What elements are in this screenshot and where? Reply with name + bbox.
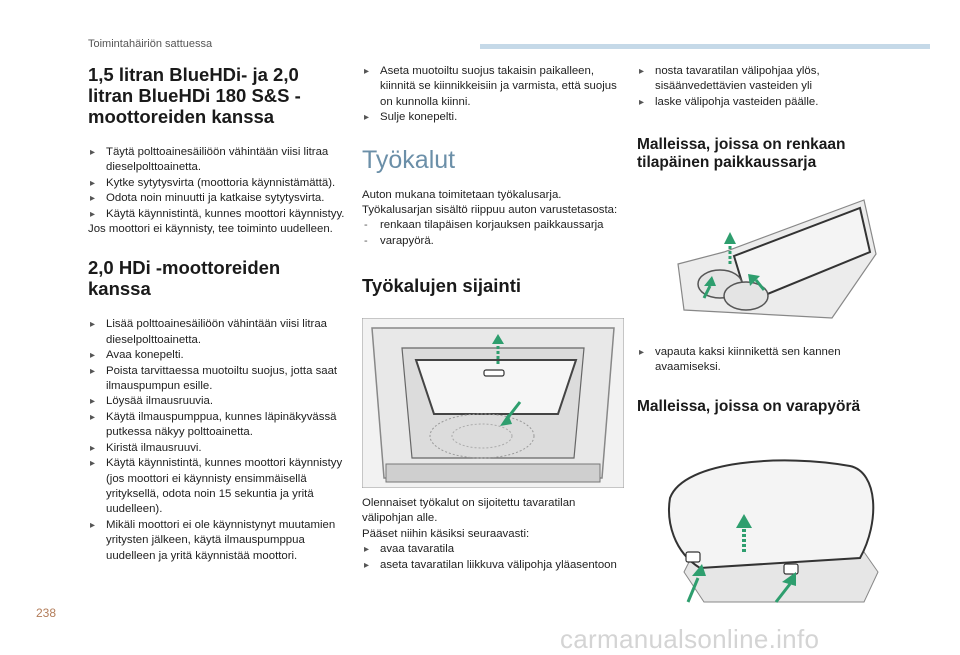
steps-kit [637, 345, 887, 376]
steps-bluehdi [88, 145, 346, 222]
list-item: ▸ vapauta kaksi kiinnikettä sen kannen avaamiseksi. [637, 345, 887, 376]
spare-wheel-illustration [664, 452, 886, 610]
list-item: ▸ Odota noin minuutti ja katkaise sytytysvirta. [88, 191, 346, 206]
list-item: ▸ Löysää ilmausruuvia. [88, 394, 346, 409]
heading-tools: Työkalut [362, 145, 456, 174]
list-item: - renkaan tilapäisen korjauksen paikkaussarja [362, 218, 624, 233]
tools-contents [362, 218, 624, 249]
watermark: carmanualsonline.info [560, 624, 820, 654]
list-item: ▸ Lisää polttoainesäiliöön vähintään viisi litraa dieselpolttoainetta. [88, 317, 346, 348]
list-item: ▸ aseta tavaratilan liikkuva välipohja yläasentoon [362, 558, 624, 573]
list-item: ▸ avaa tavaratila [362, 542, 624, 557]
steps-hdi [88, 317, 346, 564]
heading-bluehdi: 1,5 litran BlueHDi- ja 2,0 litran BlueHDi 180 S&S -moottoreiden kanssa [88, 64, 301, 127]
list-item: ▸ Poista tarvittaessa muotoiltu suojus, jotta saat ilmauspumpun esille. [88, 364, 346, 395]
list-item: ▸ laske välipohja vasteiden päälle. [637, 95, 887, 110]
column-2 [362, 64, 624, 296]
tools-location-text: Olennaiset työkalut on sijoitettu tavaratilan välipohjan alle. [362, 497, 576, 525]
list-item: ▸ Sulje konepelti. [362, 110, 624, 125]
repair-kit-illustration [664, 194, 884, 328]
list-item: ▸ Kiristä ilmausruuvi. [88, 441, 346, 456]
access-text: Pääset niihin käsiksi seuraavasti: [362, 527, 530, 540]
list-item: ▸ Täytä polttoainesäiliöön vähintään viisi litraa dieselpolttoainetta. [88, 145, 346, 176]
list-item: ▸ Käytä käynnistintä, kunnes moottori käynnistyy. [88, 207, 346, 222]
list-item: ▸ Käytä käynnistintä, kunnes moottori käynnistyy (jos moottori ei käynnisty ensimmäisellä yrityksellä, odota noin 15 sekuntia ja yritä uudelleen). [88, 456, 346, 518]
section-header: Toimintahäiriön sattuessa [88, 38, 213, 50]
list-item: ▸ Avaa konepelti. [88, 348, 346, 363]
column-1 [88, 64, 346, 564]
steps-cover [362, 64, 624, 126]
heading-hdi: 2,0 HDi -moottoreiden kanssa [88, 257, 281, 300]
up-arrow-icon [724, 232, 736, 244]
tools-intro: Auton mukana toimitetaan työkalusarja. Työkalusarjan sisältö riippuu auton varustetasosta: [362, 188, 618, 217]
note-retry: Jos moottori ei käynnisty, tee toiminto uudelleen. [88, 223, 333, 236]
heading-tool-location: Työkalujen sijainti [362, 275, 522, 297]
steps-floor [637, 64, 887, 110]
heading-spare-wheel: Malleissa, joissa on varapyörä [637, 397, 861, 415]
trunk-illustration [362, 318, 624, 488]
heading-repair-kit: Malleissa, joissa on renkaan tilapäinen paikkaussarja [637, 136, 846, 172]
list-item: ▸ Aseta muotoiltu suojus takaisin paikalleen, kiinnitä se kiinnikkeisiin ja varmista, että suojus on kunnolla kiinni. [362, 64, 624, 110]
column-3 [637, 64, 887, 172]
header-bar [480, 44, 930, 49]
list-item: ▸ Kytke sytytysvirta (moottoria käynnistämättä). [88, 176, 346, 191]
page-number: 238 [36, 606, 57, 620]
access-steps [362, 542, 624, 573]
list-item: ▸ Käytä ilmauspumppua, kunnes läpinäkyvässä putkessa näkyy polttoainetta. [88, 410, 346, 441]
column-3-middle [637, 345, 887, 416]
list-item: ▸ nosta tavaratilan välipohjaa ylös, sisäänvedettävien vasteiden yli [637, 64, 887, 95]
column-2-lower [362, 496, 624, 573]
list-item: - varapyörä. [362, 234, 624, 249]
list-item: ▸ Mikäli moottori ei ole käynnistynyt muutamien yritysten jälkeen, käytä ilmauspumppua uudelleen ja yritä käynnistää moottori. [88, 518, 346, 564]
